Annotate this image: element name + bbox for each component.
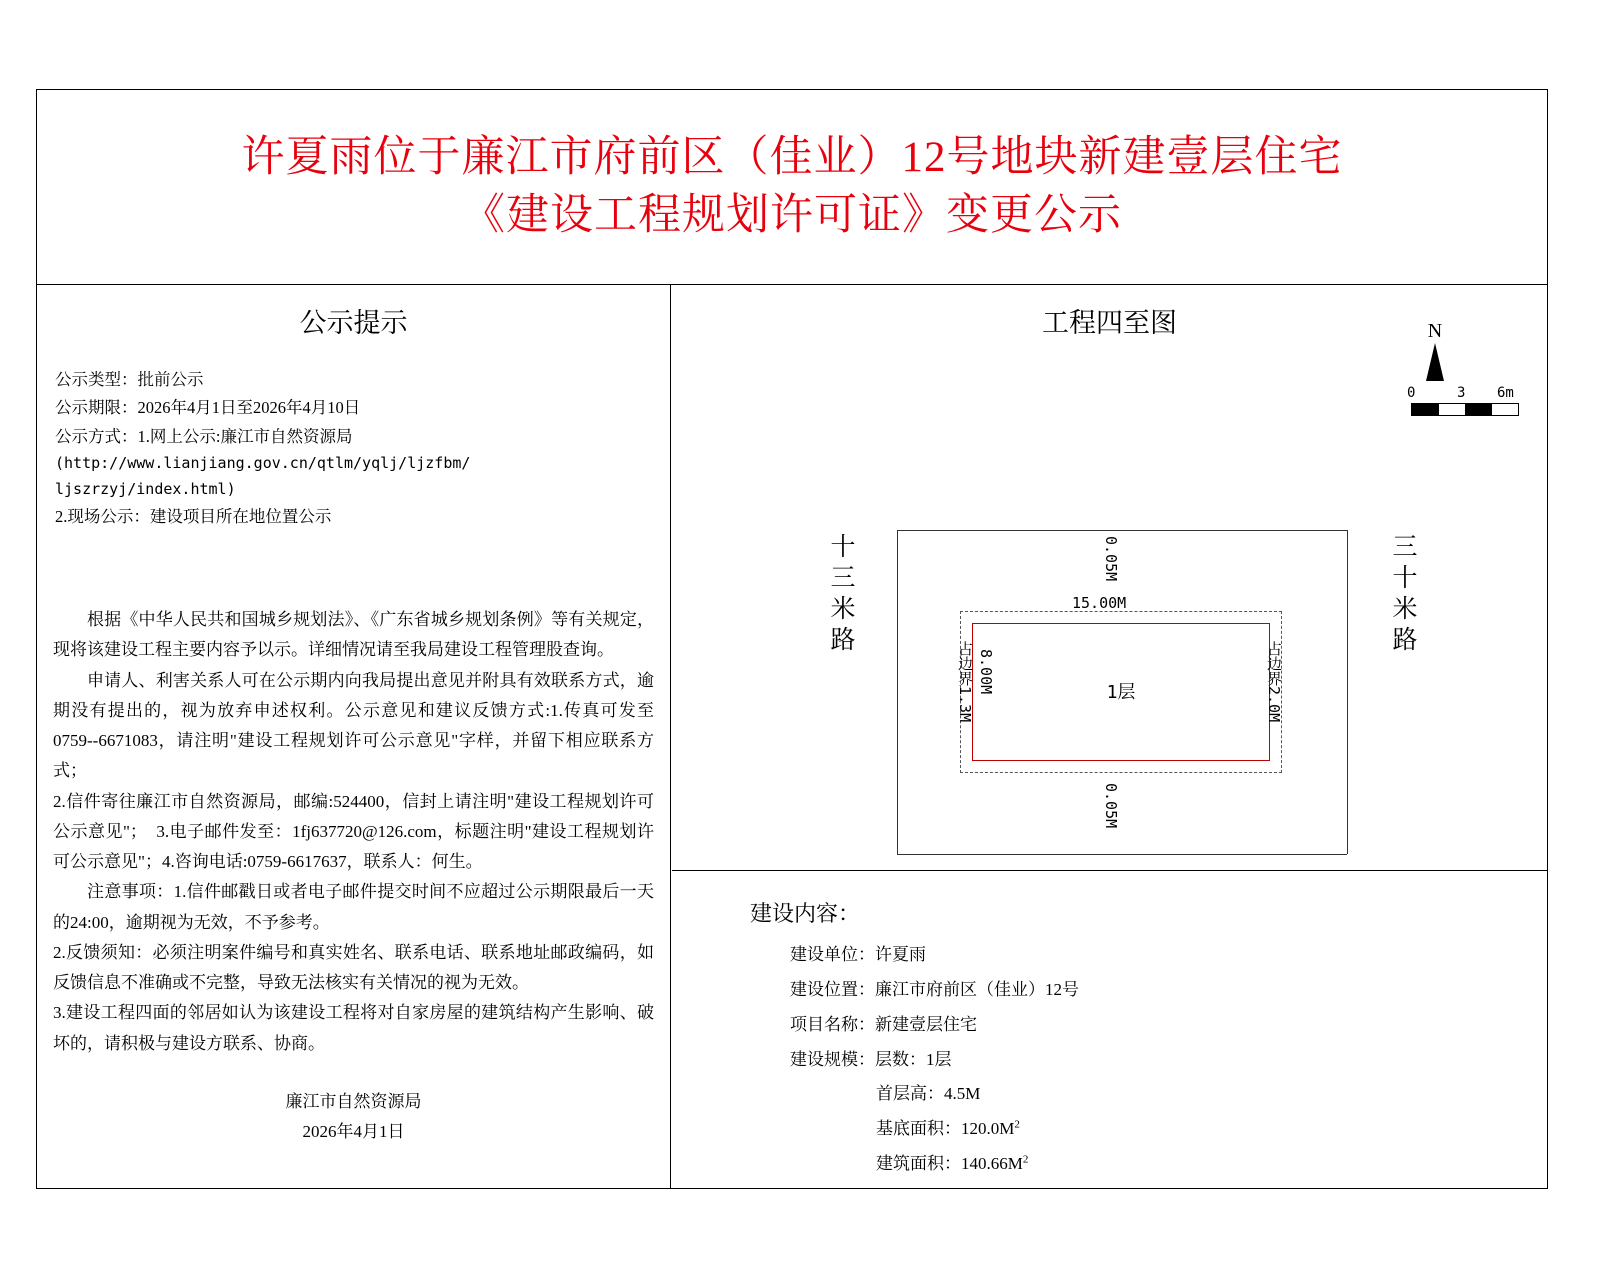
site-plan-panel xyxy=(672,301,1547,871)
content-row-value: 许夏雨 xyxy=(875,945,926,964)
content-row-value: 4.5M xyxy=(944,1084,981,1104)
notice-url-line-2: ljszrzyj/index.html) xyxy=(55,479,236,498)
content-row xyxy=(790,1043,1547,1078)
construction-content-list xyxy=(790,938,1547,1182)
road-name-left: 十三米路 xyxy=(827,533,854,657)
construction-content-title: 建设内容： xyxy=(750,901,861,926)
content-row-label: 建设位置： xyxy=(790,979,875,999)
building-footprint xyxy=(972,623,1270,761)
scale-tick-0: 0 xyxy=(1407,385,1416,401)
scale-bar-segment xyxy=(1492,404,1519,415)
dimension-depth: 8.00M xyxy=(977,649,995,695)
content-row-value: 新建壹层住宅 xyxy=(875,1014,977,1034)
notice-period-row xyxy=(55,394,670,422)
content-row xyxy=(790,1008,1547,1043)
notice-left-column xyxy=(37,285,671,1189)
notice-url-line-1: (http://www.lianjiang.gov.cn/qtlm/yqlj/ljzfbm/ xyxy=(55,454,471,473)
notice-type-value: 批前公示 xyxy=(137,370,204,389)
content-row xyxy=(876,1077,1547,1112)
notice-paragraph-4: 注意事项：1.信件邮戳日或者电子邮件提交时间不应超过公示期限最后一天的24:00，逾期视为无效，不予参考。 xyxy=(53,882,654,932)
scale-tick-3: 3 xyxy=(1457,385,1466,401)
compass-north-icon xyxy=(1415,321,1455,381)
site-plan-heading: 工程四至图 xyxy=(1042,308,1177,338)
content-row-label: 基底面积： xyxy=(876,1119,961,1139)
notice-body-text xyxy=(53,605,654,1148)
road-name-right: 三十米路 xyxy=(1389,533,1416,657)
notice-method-label: 公示方式： xyxy=(55,426,138,446)
dimension-width: 15.00M xyxy=(1072,594,1127,612)
title-line-1: 许夏雨位于廉江市府前区（佳业）12号地块新建壹层住宅 xyxy=(241,133,1343,181)
notice-section-heading: 公示提示 xyxy=(299,308,408,338)
compass-label: N xyxy=(1427,320,1443,342)
notice-period-label: 公示期限： xyxy=(55,398,138,418)
notice-signature xyxy=(53,1087,654,1148)
road-line-right xyxy=(1347,530,1348,854)
scale-bar-segment xyxy=(1439,404,1466,415)
content-row-unit-sup: 2 xyxy=(1014,1118,1020,1131)
scale-tick-6: 6m xyxy=(1497,385,1514,401)
road-line-top xyxy=(897,530,1347,531)
content-row-label: 建设单位： xyxy=(790,945,875,964)
dimension-top-gap: 0.05M xyxy=(1102,536,1120,582)
title-line-2: 《建设工程规划许可证》变更公示 xyxy=(462,192,1122,239)
road-line-left xyxy=(897,530,898,854)
scale-bar-graphic xyxy=(1411,403,1519,416)
notice-type-label: 公示类型： xyxy=(55,370,138,389)
dimension-bottom-gap: 0.05M xyxy=(1102,783,1120,829)
content-row-value: 120.0M xyxy=(961,1119,1015,1139)
content-row-value: 廉江市府前区（佳业）12号 xyxy=(875,979,1079,999)
notice-paragraph-1: 根据《中华人民共和国城乡规划法》、《广东省城乡规划条例》等有关规定，现将该建设工程主要内容予以示。详细情况请至我局建设工程管理股查询。 xyxy=(53,610,654,660)
dimension-left-setback: 占边界1.3M xyxy=(956,641,974,723)
notice-paragraph-3: 2.信件寄往廉江市自然资源局，邮编:524400，信封上请注明"建设工程规划许可公示意见"； 3.电子邮件发至：1fj637720@126.com，标题注明"建设工程规划许可公示意见"；4.咨询电话:0759-6617637，联系人：何生。 xyxy=(53,791,654,872)
scale-bar-segment xyxy=(1412,404,1439,415)
notice-paragraph-2: 申请人、利害关系人可在公示期内向我局提出意见并附具有效联系方式，逾期没有提出的，视为放弃申述权利。公示意见和建议反馈方式:1.传真可发至0759--6671083，请注明"建设工程规划许可公示意见"字样，并留下相应联系方式； xyxy=(53,670,654,781)
scale-bar xyxy=(1407,385,1519,416)
notice-paragraph-5: 2.反馈须知：必须注明案件编号和真实姓名、联系电话、联系地址邮政编码，如反馈信息不准确或不完整，导致无法核实有关情况的视为无效。 xyxy=(53,942,654,993)
notice-right-column xyxy=(672,285,1547,1189)
notice-method-onsite: 2.现场公示：建设项目所在地位置公示 xyxy=(55,506,332,526)
signature-organization: 廉江市自然资源局 xyxy=(285,1091,422,1111)
notice-method-row xyxy=(55,423,670,451)
scale-bar-numbers xyxy=(1407,385,1519,403)
notice-meta-block xyxy=(55,366,670,531)
notice-type-row xyxy=(55,366,670,394)
content-row-label: 项目名称： xyxy=(790,1014,875,1034)
notice-period-value: 2026年4月1日至2026年4月10日 xyxy=(137,398,361,418)
content-row-label: 首层高： xyxy=(876,1084,944,1104)
content-row-value: 层数：1层 xyxy=(875,1049,952,1069)
content-row-unit-sup: 2 xyxy=(1022,1153,1029,1166)
content-row xyxy=(790,938,1547,973)
notice-title-block xyxy=(37,90,1547,285)
content-row xyxy=(876,1147,1547,1182)
notice-paragraph-6: 3.建设工程四面的邻居如认为该建设工程将对自家房屋的建筑结构产生影响、破坏的，请积极与建设方联系、协商。 xyxy=(53,1003,654,1053)
content-row-value: 140.66M xyxy=(961,1154,1023,1174)
signature-date: 2026年4月1日 xyxy=(302,1122,405,1142)
construction-content-panel xyxy=(672,871,1547,1230)
building-floor-label: 1层 xyxy=(1106,682,1136,703)
content-row-label: 建设规模： xyxy=(790,1049,875,1069)
content-row xyxy=(790,973,1547,1008)
public-notice-sheet xyxy=(36,89,1548,1189)
content-row-label: 建筑面积： xyxy=(876,1154,961,1174)
notice-method-online: 1.网上公示:廉江市自然资源局 xyxy=(137,426,353,446)
content-row xyxy=(876,1112,1547,1147)
compass-needle-icon xyxy=(1426,343,1444,381)
road-line-bottom xyxy=(897,854,1347,855)
dimension-right-setback: 占边界2.0M xyxy=(1265,641,1283,723)
scale-bar-segment xyxy=(1465,404,1492,415)
